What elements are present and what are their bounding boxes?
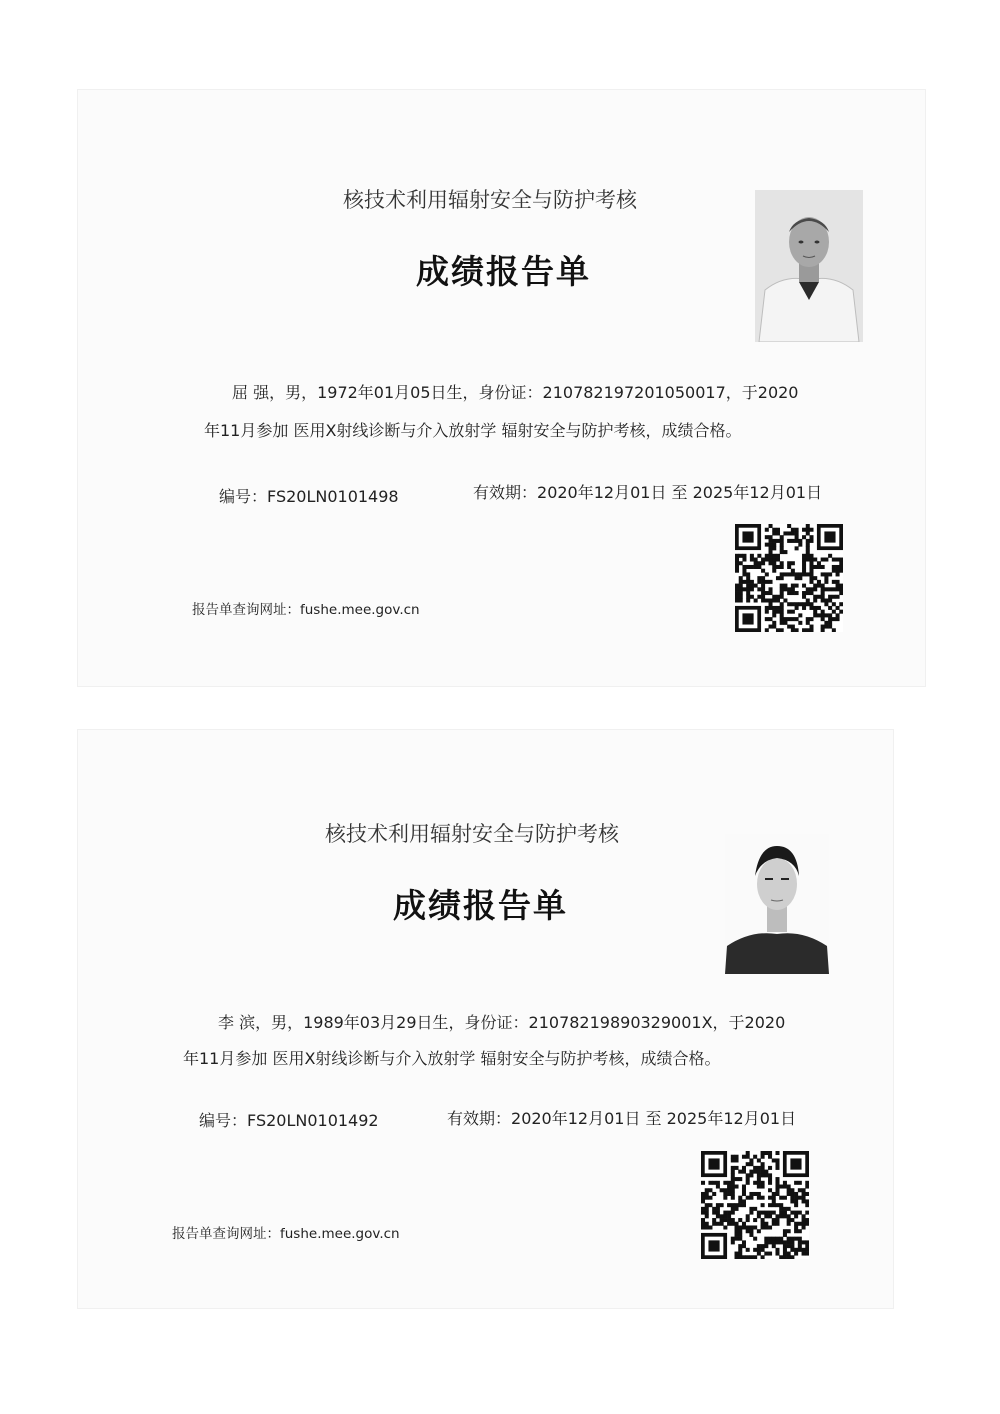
exam-title: 核技术利用辐射安全与防护考核 — [325, 822, 619, 846]
certificate-number — [199, 1108, 379, 1131]
qr-code — [701, 1151, 809, 1259]
number-value: FS20LN0101492 — [247, 1111, 379, 1130]
exam-title: 核技术利用辐射安全与防护考核 — [343, 188, 637, 212]
lookup-label: 报告单查询网址： — [192, 602, 300, 618]
lookup-link: fushe.mee.gov.cn — [300, 602, 420, 618]
certificate-body-line1: 李 滨，男，1989年03月29日生，身份证：21078219890329001X，于2020 — [218, 1013, 786, 1032]
certificate-page-1 — [78, 90, 925, 686]
validity-value: 2020年12月01日 至 2025年12月01日 — [537, 483, 823, 502]
qr-code — [735, 524, 843, 632]
certificate-page-2 — [78, 730, 893, 1308]
lookup-url — [192, 598, 420, 618]
validity-period — [447, 1106, 796, 1129]
number-label: 编号： — [199, 1111, 248, 1130]
certificate-number — [219, 484, 399, 507]
number-label: 编号： — [219, 487, 268, 506]
lookup-label: 报告单查询网址： — [172, 1226, 280, 1242]
validity-value: 2020年12月01日 至 2025年12月01日 — [511, 1109, 797, 1128]
certificate-body-line2: 年11月参加 医用X射线诊断与介入放射学 辐射安全与防护考核，成绩合格。 — [183, 1049, 721, 1068]
lookup-url — [172, 1222, 400, 1242]
validity-period — [473, 480, 822, 503]
validity-label: 有效期： — [447, 1109, 512, 1128]
lookup-link: fushe.mee.gov.cn — [280, 1226, 400, 1242]
validity-label: 有效期： — [473, 483, 538, 502]
report-title: 成绩报告单 — [393, 886, 568, 925]
report-title: 成绩报告单 — [416, 252, 591, 291]
person-photo — [755, 190, 863, 342]
certificate-body-line1: 屈 强，男，1972年01月05日生，身份证：210782197201050017，于2020 — [232, 383, 799, 402]
person-photo — [725, 834, 829, 974]
certificate-body-line2: 年11月参加 医用X射线诊断与介入放射学 辐射安全与防护考核，成绩合格。 — [204, 421, 742, 440]
number-value: FS20LN0101498 — [267, 487, 399, 506]
